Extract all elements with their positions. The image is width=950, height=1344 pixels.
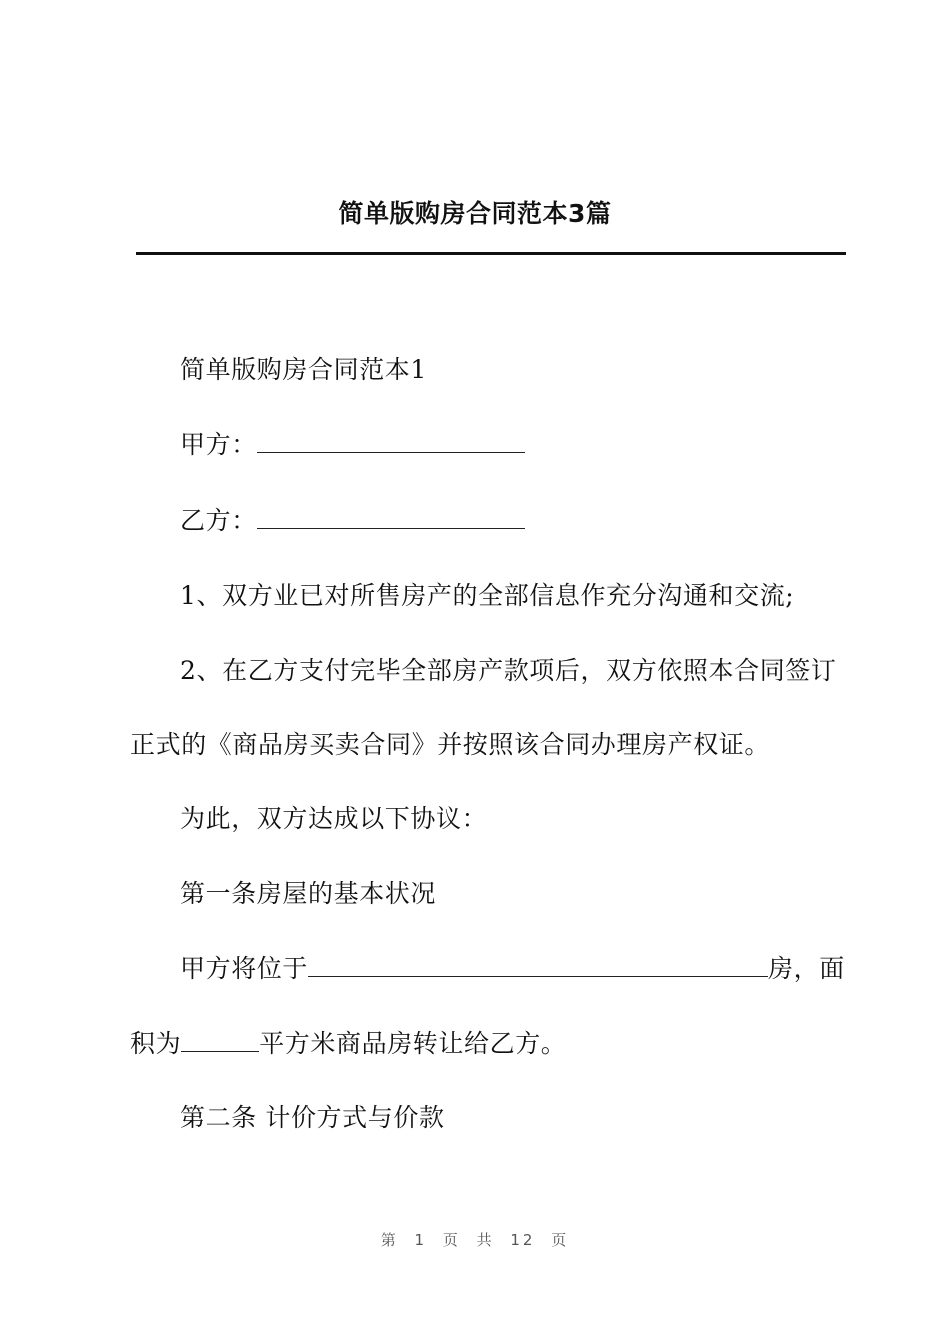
article-2-title: 第二条 计价方式与价款: [180, 1103, 445, 1132]
contract-heading: 简单版购房合同范本1: [180, 355, 427, 384]
party-b-line: [180, 503, 525, 539]
area-prefix: 积为: [130, 1029, 182, 1058]
party-a-label: 甲方：: [180, 430, 257, 459]
party-a-line: [180, 427, 525, 463]
article-1-title: 第一条房屋的基本状况: [180, 879, 437, 908]
party-a-blank: [257, 430, 525, 453]
area-blank: [181, 1029, 259, 1052]
party-b-blank: [257, 506, 525, 529]
document-title: 简单版购房合同范本3篇: [338, 199, 612, 228]
article-1-suffix: 房，面: [768, 954, 845, 983]
clause-2-line-1: 2、在乙方支付完毕全部房产款项后，双方依照本合同签订: [180, 656, 837, 685]
location-blank: [308, 954, 768, 977]
title-rule: [136, 252, 846, 255]
article-1-prefix: 甲方将位于: [180, 954, 309, 983]
clause-1: 1、双方业已对所售房产的全部信息作充分沟通和交流;: [180, 581, 795, 610]
area-suffix: 平方米商品房转让给乙方。: [259, 1029, 567, 1058]
party-b-label: 乙方：: [180, 506, 257, 535]
clause-2-line-2: 正式的《商品房买卖合同》并按照该合同办理房产权证。: [130, 730, 771, 759]
page-footer: 第 1 页 共 12 页: [380, 1231, 570, 1249]
article-1-line-2: [130, 1026, 566, 1062]
article-1-line-1: [180, 951, 845, 987]
agreement-line: 为此，双方达成以下协议：: [180, 804, 488, 833]
